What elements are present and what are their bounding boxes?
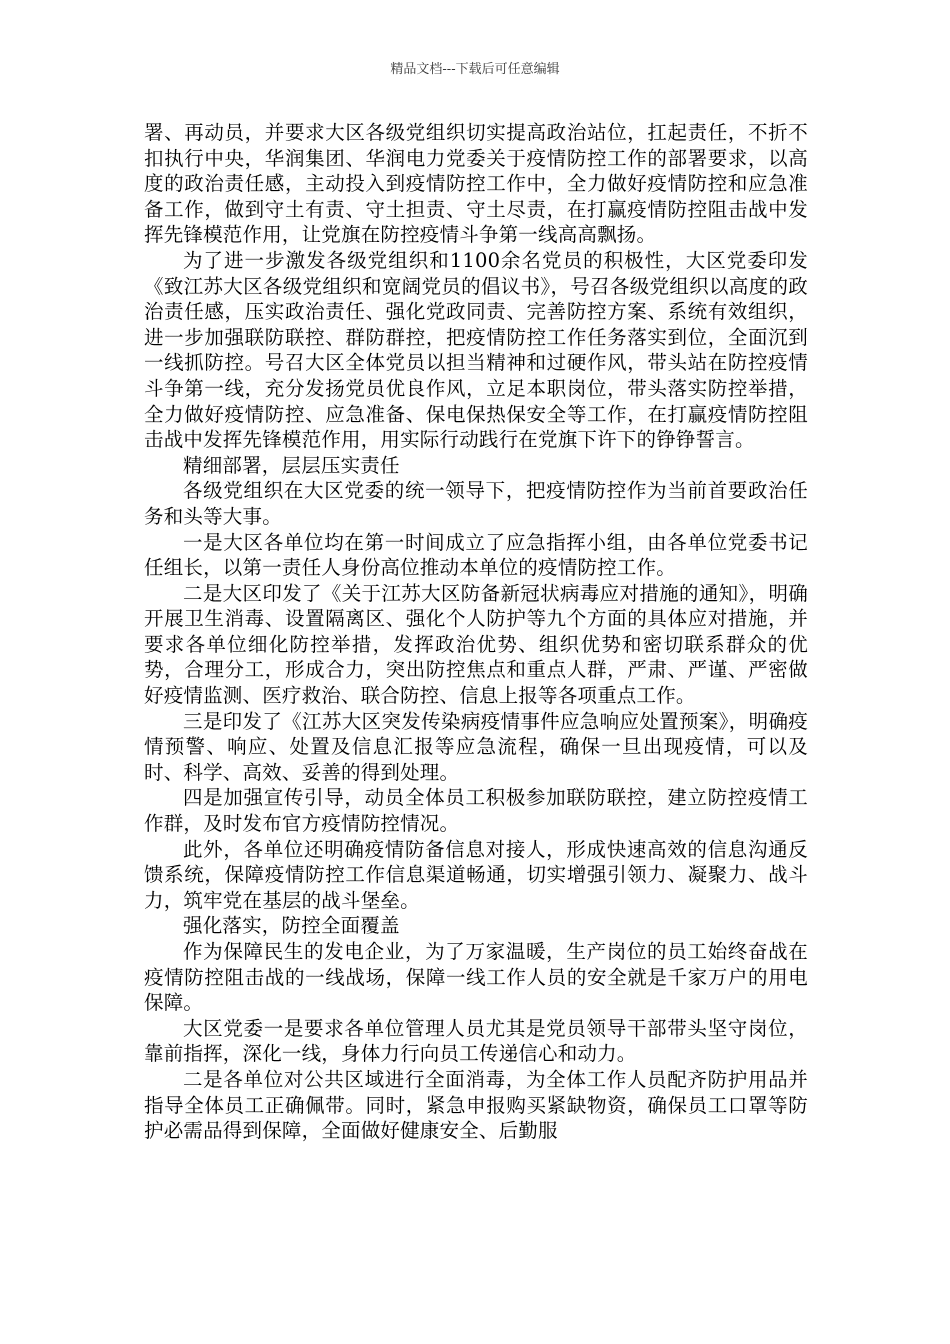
page-header: 精品文档---下载后可任意编辑 — [390, 62, 560, 77]
paragraph-power-enterprise: 作为保障民生的发电企业，为了万家温暖，生产岗位的员工始终奋战在疫情防控阻击战的一线战场，保障一线工作人员的安全就是千家万户的用电保障。 — [144, 940, 808, 1015]
paragraph-committee-two: 二是各单位对公共区域进行全面消毒，为全体工作人员配齐防护用品并指导全体员工正确佩带。同时，紧急申报购买紧缺物资，确保员工口罩等防护必需品得到保障，全面做好健康安全、后勤服 — [144, 1067, 808, 1143]
document-body — [144, 120, 808, 1144]
paragraph-initiative: 为了进一步激发各级党组织和1100余名党员的积极性，大区党委印发《致江苏大区各级党组织和宽阔党员的倡议书》，号召各级党组织以高度的政治责任感，压实政治责任、强化党政同责、完善防控方案、系统有效组织，进一步加强联防联控、群防群控，把疫情防控工作任务落实到位，全面沉到一线抓防控。号召大区全体党员以担当精神和过硬作风，带头站在防控疫情斗争第一线，充分发扬党员优良作风，立足本职岗位，带头落实防控举措，全力做好疫情防控、应急准备、保电保热保安全等工作，在打赢疫情防控阻击战中发挥先锋模范作用，用实际行动践行在党旗下许下的铮铮誓言。 — [144, 248, 808, 452]
paragraph-point-two: 二是大区印发了《关于江苏大区防备新冠状病毒应对措施的通知》，明确开展卫生消毒、设置隔离区、强化个人防护等九个方面的具体应对措施，并要求各单位细化防控举措，发挥政治优势、组织优势和密切联系群众的优势，合理分工，形成合力，突出防控焦点和重点人群，严肃、严谨、严密做好疫情监测、医疗救治、联合防控、信息上报等各项重点工作。 — [144, 581, 808, 708]
paragraph-point-four: 四是加强宣传引导，动员全体员工积极参加联防联控，建立防控疫情工作群，及时发布官方疫情防控情况。 — [144, 786, 808, 836]
paragraph-point-one: 一是大区各单位均在第一时间成立了应急指挥小组，由各单位党委书记任组长，以第一责任人身份高位推动本单位的疫情防控工作。 — [144, 530, 808, 580]
section-heading-deployment: 精细部署，层层压实责任 — [183, 453, 400, 477]
section-heading-implementation: 强化落实，防控全面覆盖 — [183, 914, 400, 938]
paragraph-leadership: 各级党组织在大区党委的统一领导下，把疫情防控作为当前首要政治任务和头等大事。 — [144, 479, 808, 528]
paragraph-point-three: 三是印发了《江苏大区突发传染病疫情事件应急响应处置预案》，明确疫情预警、响应、处置及信息汇报等应急流程，确保一旦出现疫情，可以及时、科学、高效、妥善的得到处理。 — [144, 709, 808, 784]
paragraph-continuation: 署、再动员，并要求大区各级党组织切实提高政治站位，扛起责任，不折不扣执行中央，华润集团、华润电力党委关于疫情防控工作的部署要求，以高度的政治责任感，主动投入到疫情防控工作中，全力做好疫情防控和应急准备工作，做到守土有责、守土担责、守土尽责，在打赢疫情防控阻击战中发挥先锋模范作用，让党旗在防控疫情斗争第一线高高飘扬。 — [144, 121, 808, 247]
paragraph-additionally: 此外，各单位还明确疫情防备信息对接人，形成快速高效的信息沟通反馈系统，保障疫情防控工作信息渠道畅通，切实增强引领力、凝聚力、战斗力，筑牢党在基层的战斗堡垒。 — [144, 837, 808, 912]
paragraph-committee-one: 大区党委一是要求各单位管理人员尤其是党员领导干部带头坚守岗位，靠前指挥，深化一线，身体力行向员工传递信心和动力。 — [144, 1016, 808, 1066]
